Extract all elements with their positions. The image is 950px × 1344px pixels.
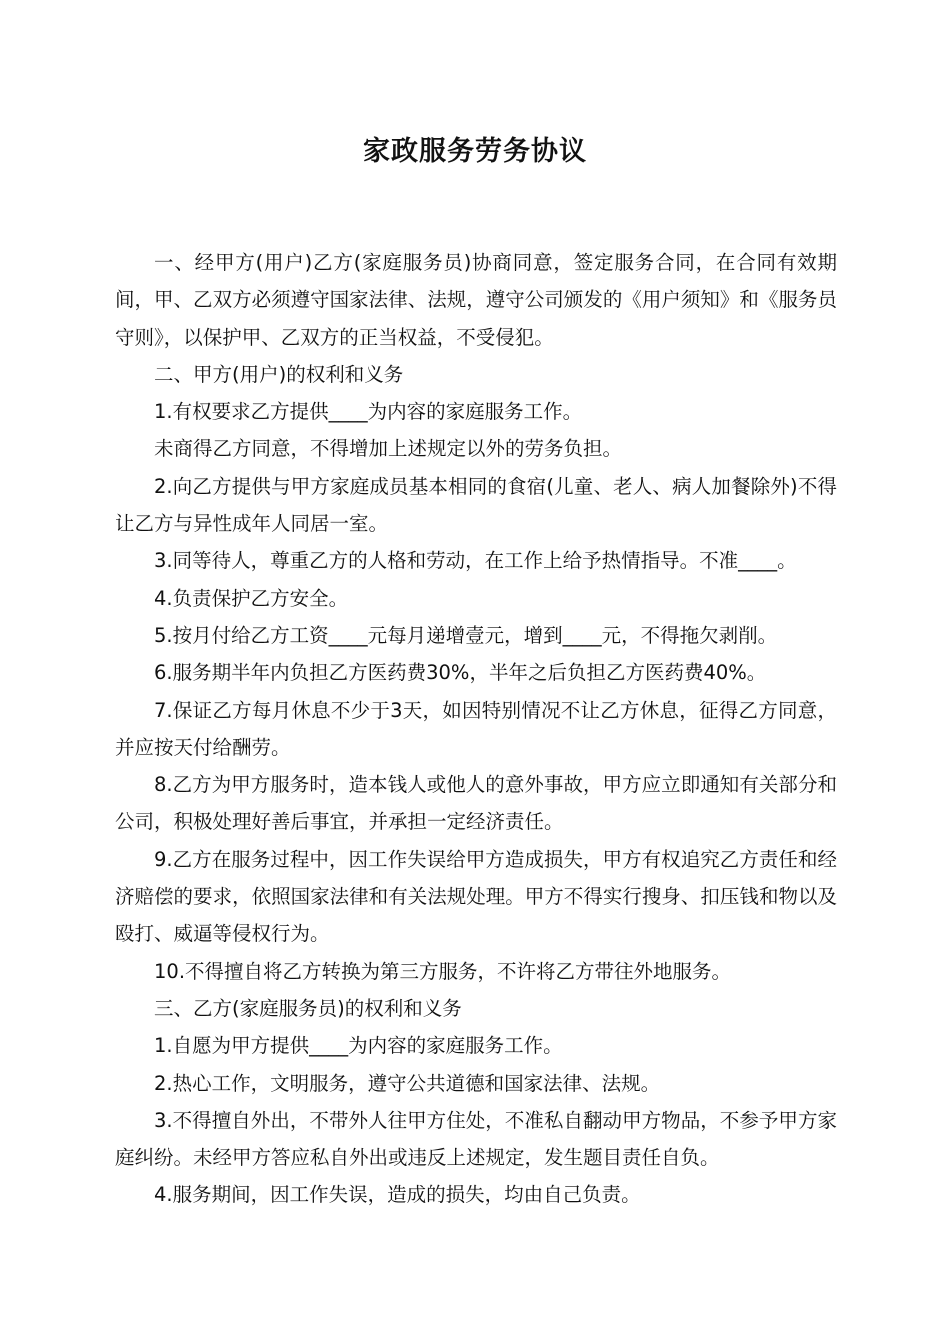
clause-b-1: 1.自愿为甲方提供____为内容的家庭服务工作。 [154,1034,563,1058]
clause-a-1-note: 未商得乙方同意，不得增加上述规定以外的劳务负担。 [154,437,623,461]
clause-a-9: 9.乙方在服务过程中，因工作失误给甲方造成损失，甲方有权追究乙方责任和经济赔偿的要求，依照国家法律和有关法规处理。甲方不得实行搜身、扣压钱和物以及殴打、威逼等侵权行为。 [115,847,837,946]
clause-a-10: 10.不得擅自将乙方转换为第三方服务，不许将乙方带往外地服务。 [154,959,732,983]
clause-a-6: 6.服务期半年内负担乙方医药费30%，半年之后负担乙方医药费40%。 [154,661,767,685]
clause-b-2: 2.热心工作，文明服务，遵守公共道德和国家法律、法规。 [154,1071,661,1095]
clause-a-4: 4.负责保护乙方安全。 [154,586,349,610]
clause-a-7: 7.保证乙方每月休息不少于3天，如因特别情况不让乙方休息，征得乙方同意，并应按天付给酬劳。 [115,698,837,759]
clause-a-2: 2.向乙方提供与甲方家庭成员基本相同的食宿(儿童、老人、病人加餐除外)不得让乙方与异性成年人同居一室。 [115,474,837,536]
clause-b-3: 3.不得擅自外出，不带外人往甲方住处，不准私自翻动甲方物品，不参予甲方家庭纠纷。未经甲方答应私自外出或违反上述规定，发生题目责任自负。 [115,1108,837,1170]
paragraph-intro: 一、经甲方(用户)乙方(家庭服务员)协商同意，签定服务合同，在合同有效期间，甲、乙双方必须遵守国家法律、法规，遵守公司颁发的《用户须知》和《服务员守则》，以保护甲、乙双方的正当权益，不受侵犯。 [115,251,837,349]
document-body [115,244,837,1214]
clause-a-8: 8.乙方为甲方服务时，造本钱人或他人的意外事故，甲方应立即通知有关部分和公司，积极处理好善后事宜，并承担一定经济责任。 [115,773,837,834]
clause-a-3: 3.同等待人，尊重乙方的人格和劳动，在工作上给予热情指导。不准____。 [154,549,797,573]
clause-b-4: 4.服务期间，因工作失误，造成的损失，均由自己负责。 [154,1183,641,1207]
clause-a-5: 5.按月付给乙方工资____元每月递增壹元，增到____元，不得拖欠剥削。 [154,623,778,647]
clause-a-1: 1.有权要求乙方提供____为内容的家庭服务工作。 [154,400,583,424]
section-heading-party-a: 二、甲方(用户)的权利和义务 [154,362,404,386]
section-heading-party-b: 三、乙方(家庭服务员)的权利和义务 [154,996,462,1020]
document-title: 家政服务劳务协议 [363,136,587,167]
